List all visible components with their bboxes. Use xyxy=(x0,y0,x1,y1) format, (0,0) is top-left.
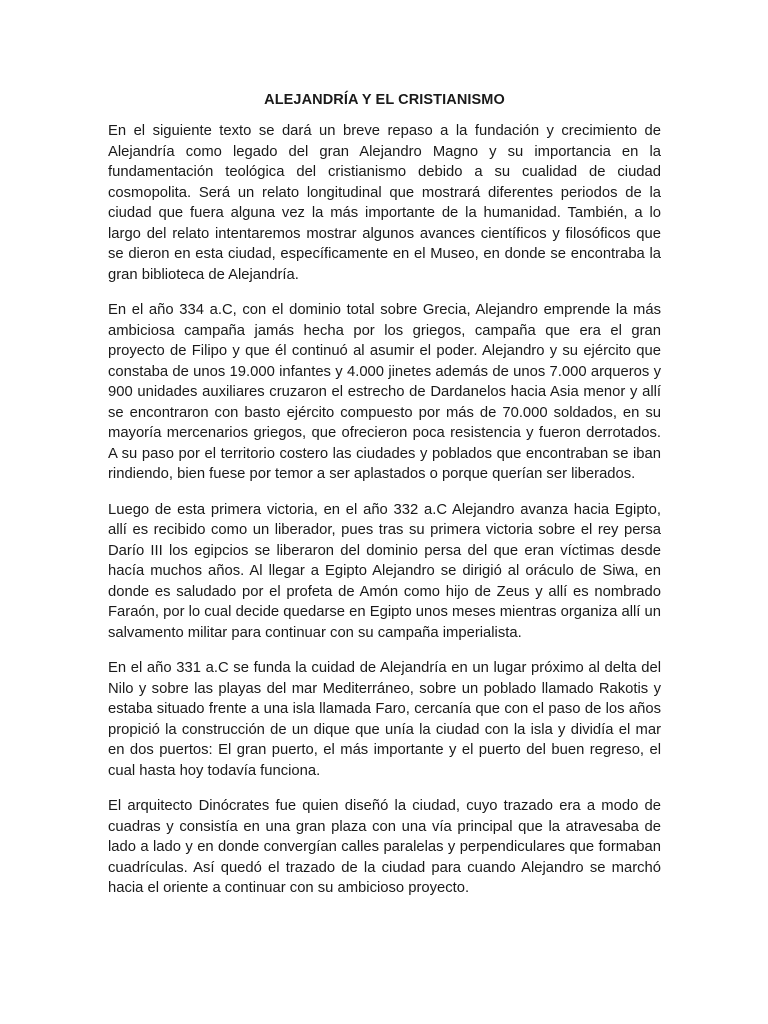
paragraph-egypt: Luego de esta primera victoria, en el año 332 a.C Alejandro avanza hacia Egipto, allí es recibido como un liberador, pues tras su primera victoria sobre el rey persa Darío III los egipcios se liberaron del dominio persa del que eran víctimas desde hacía muchos años. Al llegar a Egipto Alejandro se dirigió al oráculo de Siwa, en donde es saludado por el profeta de Amón como hijo de Zeus y allí es nombrado Faraón, por lo cual decide quedarse en Egipto unos meses mientras organiza allí un salvamento militar para continuar con su campaña imperialista. xyxy=(108,501,661,641)
paragraph-architecture: El arquitecto Dinócrates fue quien diseñó la ciudad, cuyo trazado era a modo de cuadras y consistía en una gran plaza con una vía principal que la atravesaba de lado a lado y en donde convergían calles paralelas y perpendiculares que formaban cuadrículas. Así quedó el trazado de la ciudad para cuando Alejandro se marchó hacia el oriente a continuar con su ambicioso proyecto. xyxy=(108,798,661,896)
document-title: ALEJANDRÍA Y EL CRISTIANISMO xyxy=(264,92,505,108)
paragraph-foundation: En el año 331 a.C se funda la cuidad de Alejandría en un lugar próximo al delta del Nilo y sobre las playas del mar Mediterráneo, sobre un poblado llamado Rakotis y estaba situado frente a una isla llamada Faro, cercanía que con el paso de los años propició la construcción de un dique que unía la ciudad con la isla y dividía el mar en dos puertos: El gran puerto, el más importante y el puerto del buen regreso, el cual hasta hoy todavía funciona. xyxy=(108,660,661,779)
paragraph-intro: En el siguiente texto se dará un breve repaso a la fundación y crecimiento de Alejandría como legado del gran Alejandro Magno y su importancia en la fundamentación teológica del cristianismo debido a su cualidad de ciudad cosmopolita. Será un relato longitudinal que mostrará diferentes periodos de la ciudad que fuera alguna vez la más importante de la humanidad. También, a lo largo del relato intentaremos mostrar algunos avances científicos y filosóficos que se dieron en esta ciudad, específicamente en el Museo, en donde se encontraba la gran biblioteca de Alejandría. xyxy=(108,123,661,283)
paragraph-campaign: En el año 334 a.C, con el dominio total sobre Grecia, Alejandro emprende la más ambiciosa campaña jamás hecha por los griegos, campaña que era el gran proyecto de Filipo y que él continuó al asumir el poder. Alejandro y su ejército que constaba de unos 19.000 infantes y 4.000 jinetes además de unos 7.000 arqueros y 900 unidades auxiliares cruzaron el estrecho de Dardanelos hacia Asia menor y allí se encontraron con basto ejército compuesto por más de 70.000 soldados, en su mayoría mercenarios griegos, que ofrecieron poca resistencia y fueron derrotados. A su paso por el territorio costero las ciudades y poblados que encontraban se iban rindiendo, bien fuese por temor a ser aplastados o porque querían ser liberados. xyxy=(108,302,661,482)
